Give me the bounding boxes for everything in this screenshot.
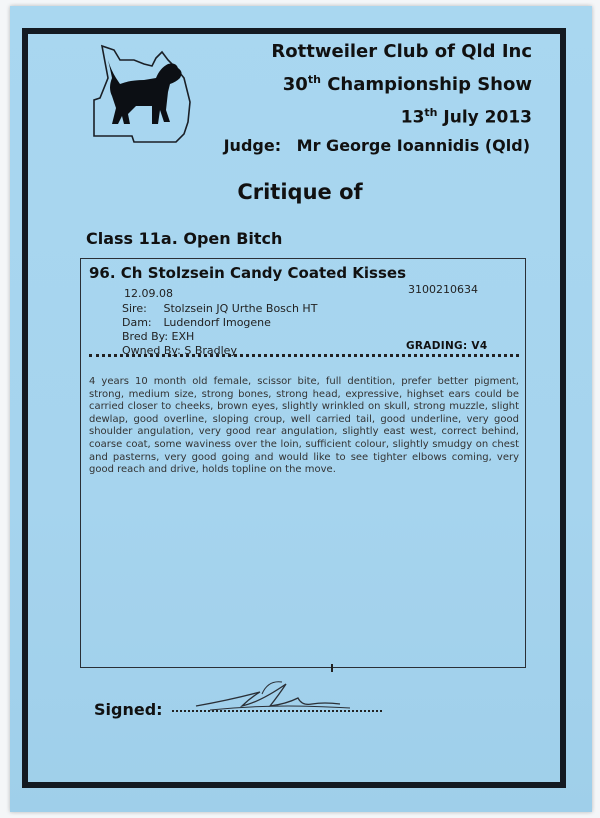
bred-row <box>122 330 194 343</box>
club-name: Rottweiler Club of Qld Inc <box>271 41 532 62</box>
judge-name: Mr George Ioannidis (Qld) <box>296 136 530 155</box>
owned-value: S Bradley <box>184 344 237 357</box>
judge-line <box>224 136 530 155</box>
show-header <box>271 38 532 132</box>
bred-value: EXH <box>171 330 195 343</box>
class-heading: Class 11a. Open Bitch <box>86 229 283 248</box>
critique-text: 4 years 10 month old female, scissor bite, full dentition, prefer better pigment, strong, medium size, strong bones, strong head, expressive, highset ears could be carried closer to cheeks, brown eyes, slightly wrinkled on skull, strong muzzle, slight dewlap, good overline, sloping croup, well carried tail, good underline, very good shoulder angulation, very good rear angulation, slightly east west, correct behind, coarse coat, some waviness over the loin, sufficient colour, slightly smudgy on chest and pasterns, very good going and would like to see tighter elbows coming, very good reach and drive, holds topline on the move. <box>89 376 519 476</box>
bred-label: Bred By: <box>122 330 169 343</box>
dotted-divider <box>89 354 519 357</box>
entry-dob: 12.09.08 <box>124 287 173 300</box>
dam-value: Ludendorf Imogene <box>163 316 271 329</box>
box-tick-mark <box>331 664 333 672</box>
show-name: 30th Championship Show <box>282 73 532 95</box>
show-date: 13th July 2013 <box>400 106 532 128</box>
sire-row <box>122 302 317 315</box>
queensland-rottweiler-logo-icon <box>72 38 198 156</box>
page-title: Critique of <box>237 180 363 204</box>
dam-row <box>122 316 271 329</box>
judge-label: Judge: <box>223 136 282 155</box>
entry-registration: 3100210634 <box>408 283 478 296</box>
dam-label: Dam: <box>122 316 152 329</box>
sire-label: Sire: <box>122 302 147 315</box>
signature-line <box>172 710 382 712</box>
owned-label: Owned By: <box>122 344 181 357</box>
sire-value: Stolzsein JQ Urthe Bosch HT <box>163 302 318 315</box>
grading-badge: GRADING: V4 <box>406 340 488 352</box>
entry-title: 96. Ch Stolzsein Candy Coated Kisses <box>89 264 407 282</box>
signed-label: Signed: <box>94 700 163 719</box>
